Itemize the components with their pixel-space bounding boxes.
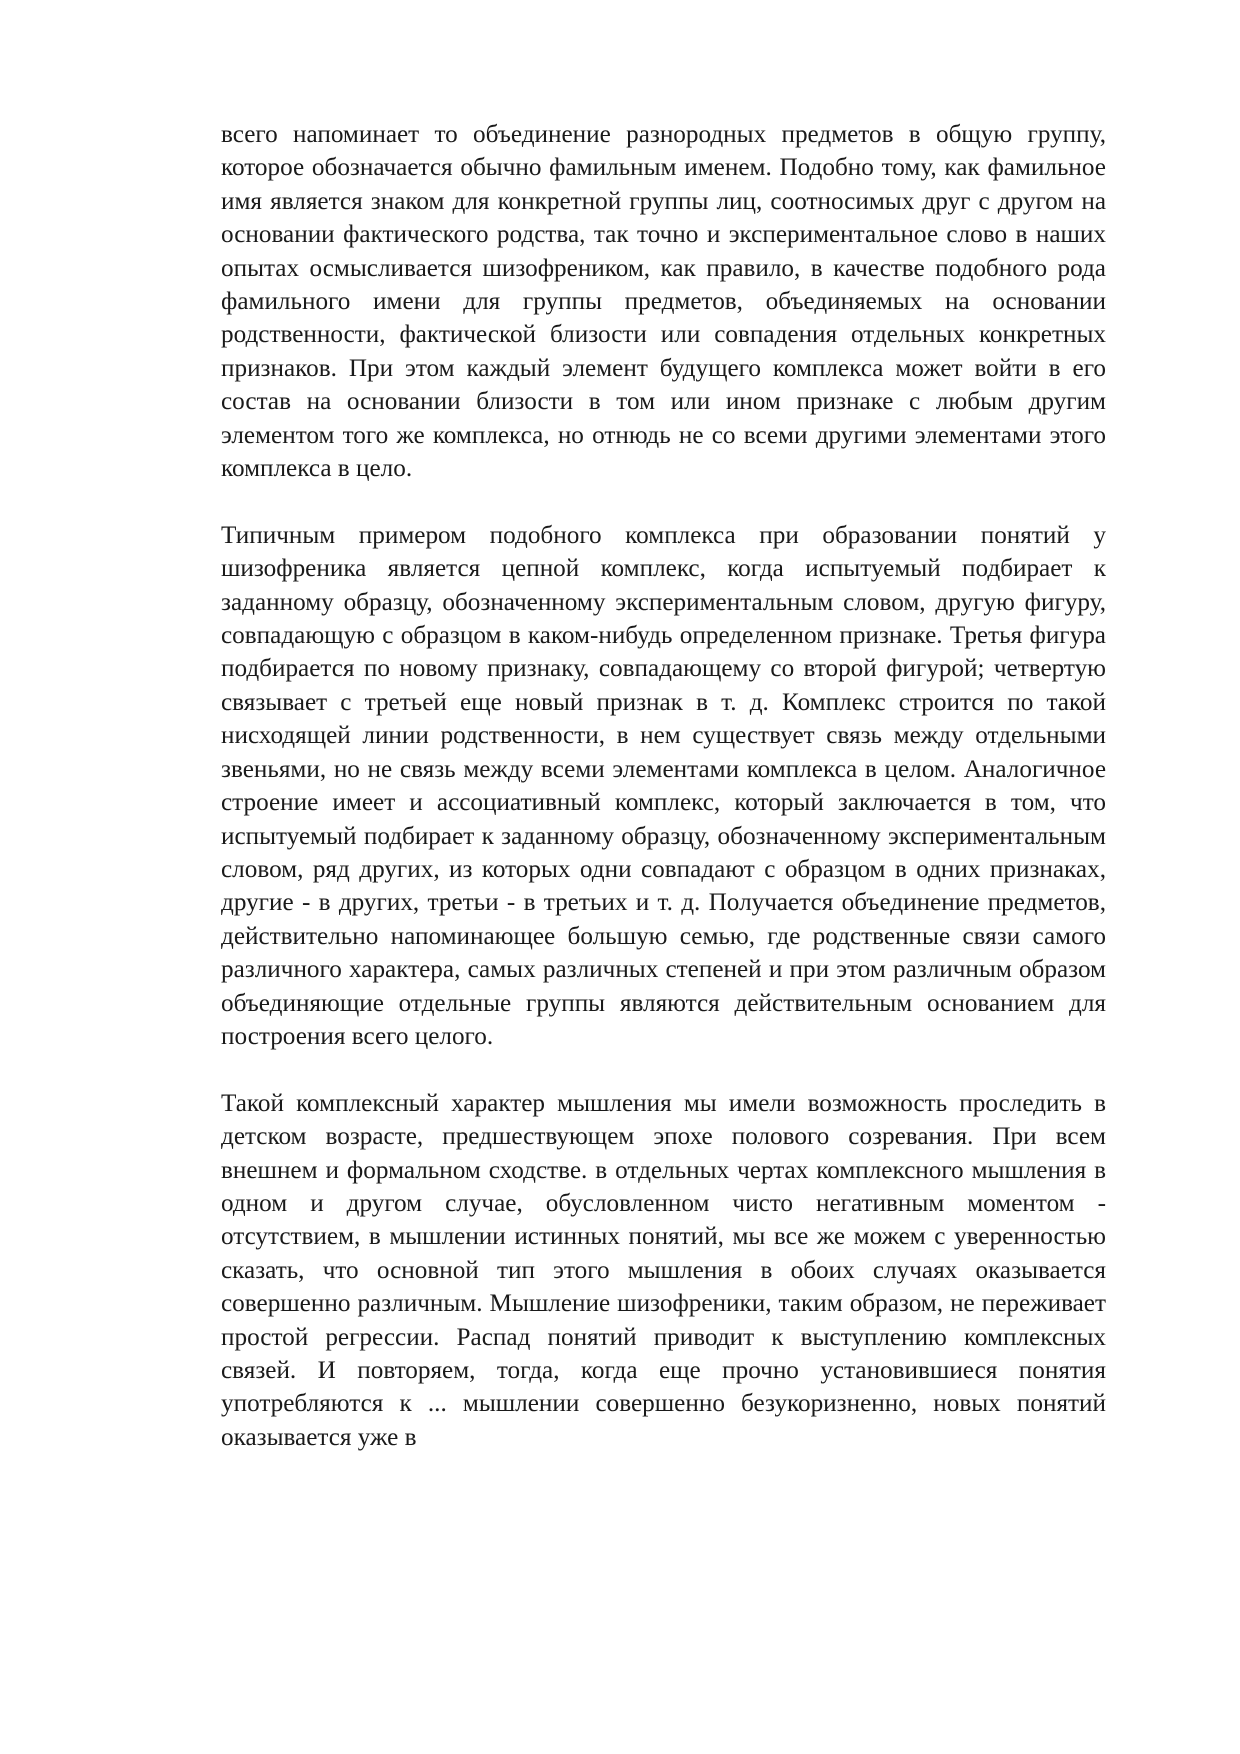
paragraph-3: Такой комплексный характер мышления мы имели возможность проследить в детском возрасте, предшествующем эпохе полового созревания. При всем внешнем и формальном сходстве. в отдельных чертах комплексного мышления в одном и другом случае, обусловленном чисто негативным моментом - отсутствием, в мышлении истинных понятий, мы все же можем с уверенностью сказать, что основной тип этого мышления в обоих случаях оказывается совершенно различным. Мышление шизофреники, таким образом, не переживает простой регрессии. Распад понятий приводит к выступлению комплексных связей. И повторяем, тогда, когда еще прочно установившиеся понятия употребляются к ... мышлении совершенно безукоризненно, новых понятий оказывается уже в [221, 1089, 1106, 1451]
body-text [221, 118, 1106, 1454]
paragraph-1: всего напоминает то объединение разнородных предметов в общую группу, которое обозначается обычно фамильным именем. Подобно тому, как фамильное имя является знаком для конкретной группы лиц, соотносимых друг с другом на основании фактического родства, так точно и экспериментальное слово в наших опытах осмысливается шизофреником, как правило, в качестве подобного рода фамильного имени для группы предметов, объединяемых на основании родственности, фактической близости или совпадения отдельных конкретных признаков. При этом каждый элемент будущего комплекса может войти в его состав на основании близости в том или ином признаке с любым другим элементом того же комплекса, но отнюдь не со всеми другими элементами этого комплекса в цело. [221, 121, 1106, 483]
paragraph-2: Типичным примером подобного комплекса при образовании понятий у шизофреника является цепной комплекс, когда испытуемый подбирает к заданному образцу, обозначенному экспериментальным словом, другую фигуру, совпадающую с образцом в каком-нибудь определенном признаке. Третья фигура подбирается по новому признаку, совпадающему со второй фигурой; четвертую связывает с третьей еще новый признак в т. д. Комплекс строится по такой нисходящей линии родственности, в нем существует связь между отдельными звеньями, но не связь между всеми элементами комплекса в целом. Аналогичное строение имеет и ассоциативный комплекс, который заключается в том, что испытуемый подбирает к заданному образцу, обозначенному экспериментальным словом, ряд других, из которых одни совпадают с образцом в одних признаках, другие - в других, третьи - в третьих и т. д. Получается объединение предметов, действительно напоминающее большую семью, где родственные связи самого различного характера, самых различных степеней и при этом различным образом объединяющие отдельные группы являются действительным основанием для построения всего целого. [221, 521, 1106, 1050]
